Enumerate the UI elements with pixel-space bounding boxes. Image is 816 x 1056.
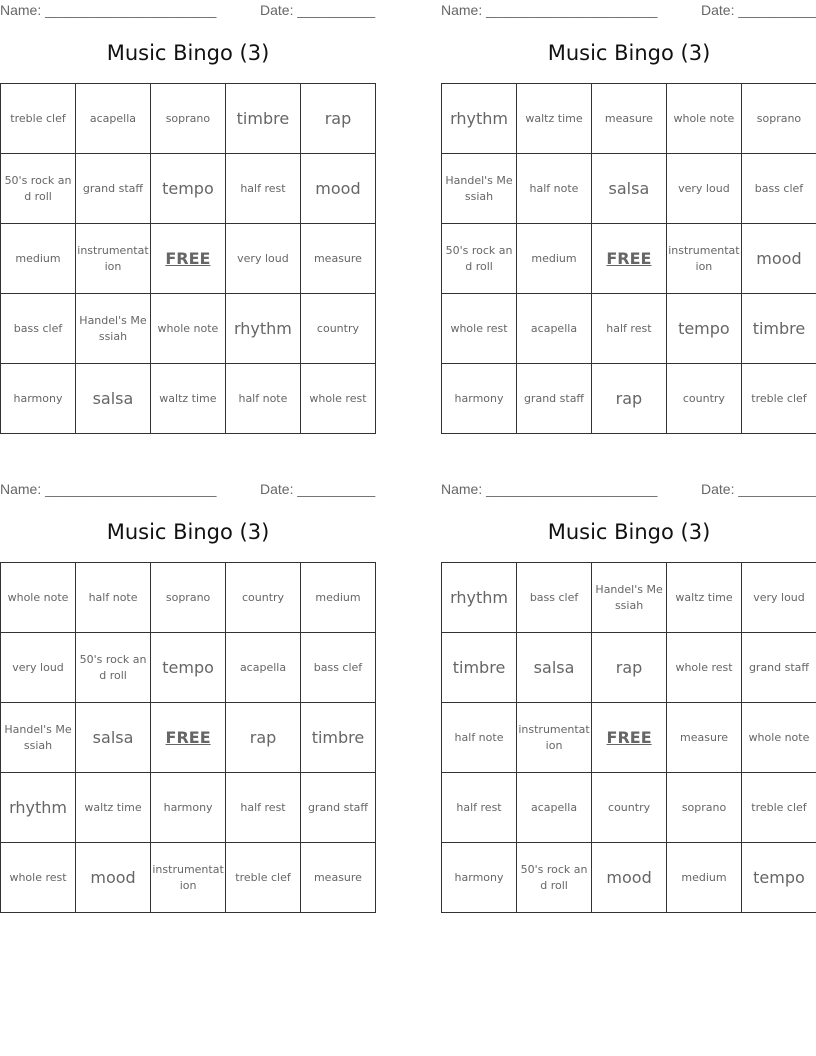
bingo-cell: waltz time (517, 84, 592, 154)
bingo-cell: Handel's Messiah (442, 154, 517, 224)
bingo-row (442, 703, 816, 773)
card-title: Music Bingo (3) (106, 41, 270, 65)
bingo-cell: harmony (151, 773, 226, 843)
bingo-cell: medium (667, 843, 742, 913)
card-header (441, 0, 816, 22)
bingo-cell: country (666, 364, 741, 434)
bingo-cell: rap (226, 703, 301, 773)
free-space: FREE (151, 703, 226, 773)
bingo-cell: tempo (151, 633, 226, 703)
bingo-cell: 50's rock and roll (1, 154, 76, 224)
bingo-cell: acapella (226, 633, 301, 703)
card-header (441, 479, 816, 501)
bingo-cell: bass clef (741, 154, 816, 224)
bingo-cell: treble clef (741, 773, 816, 843)
bingo-grid (0, 83, 376, 434)
bingo-cell: whole note (150, 294, 225, 364)
bingo-cell: acapella (517, 294, 592, 364)
bingo-cell: rhythm (225, 294, 300, 364)
name-field-label: Name: ______________________ (441, 2, 658, 18)
bingo-cell: harmony (442, 364, 517, 434)
bingo-row (1, 843, 376, 913)
free-space: FREE (150, 224, 225, 294)
bingo-row (442, 84, 816, 154)
bingo-cell: soprano (741, 84, 816, 154)
bingo-card-4 (441, 479, 816, 892)
bingo-cell: rhythm (442, 84, 517, 154)
bingo-cell: rap (592, 633, 667, 703)
bingo-cell: very loud (666, 154, 741, 224)
bingo-cell: whole note (741, 703, 816, 773)
name-field-label: Name: ______________________ (0, 481, 217, 497)
bingo-cell: Handel's Messiah (1, 703, 76, 773)
bingo-cell: timbre (442, 633, 517, 703)
bingo-cell: grand staff (300, 773, 375, 843)
bingo-cell: instrumentation (76, 224, 151, 294)
bingo-cell: grand staff (517, 364, 592, 434)
bingo-cell: salsa (591, 154, 666, 224)
bingo-row (442, 154, 816, 224)
name-field-label: Name: ______________________ (441, 481, 658, 497)
bingo-cell: soprano (150, 84, 225, 154)
bingo-cell: half note (225, 364, 300, 434)
bingo-cell: half rest (442, 773, 517, 843)
bingo-cell: country (226, 563, 301, 633)
free-space: FREE (591, 224, 666, 294)
bingo-cell: rap (591, 364, 666, 434)
bingo-cell: rhythm (442, 563, 517, 633)
bingo-cell: waltz time (76, 773, 151, 843)
bingo-cell: measure (591, 84, 666, 154)
bingo-cell: medium (300, 563, 375, 633)
bingo-cell: timbre (741, 294, 816, 364)
card-title: Music Bingo (3) (106, 520, 270, 544)
bingo-row (442, 843, 816, 913)
bingo-cell: waltz time (150, 364, 225, 434)
bingo-cell: timbre (300, 703, 375, 773)
bingo-cell: 50's rock and roll (517, 843, 592, 913)
card-title: Music Bingo (3) (547, 41, 711, 65)
bingo-cell: bass clef (300, 633, 375, 703)
bingo-cell: 50's rock and roll (442, 224, 517, 294)
bingo-row (442, 563, 816, 633)
bingo-cell: waltz time (667, 563, 742, 633)
bingo-cell: half rest (225, 154, 300, 224)
bingo-cell: soprano (151, 563, 226, 633)
bingo-cell: rap (300, 84, 375, 154)
bingo-cell: rhythm (1, 773, 76, 843)
bingo-cell: instrumentation (517, 703, 592, 773)
bingo-cell: harmony (1, 364, 76, 434)
bingo-row (1, 703, 376, 773)
bingo-cell: tempo (150, 154, 225, 224)
bingo-cell: whole note (1, 563, 76, 633)
bingo-row (1, 563, 376, 633)
bingo-cell: country (592, 773, 667, 843)
bingo-cell: Handel's Messiah (592, 563, 667, 633)
bingo-grid (441, 562, 816, 913)
card-title: Music Bingo (3) (547, 520, 711, 544)
bingo-cell: half note (76, 563, 151, 633)
card-header (0, 0, 376, 22)
bingo-cell: whole rest (1, 843, 76, 913)
date-field-label: Date: __________ (701, 2, 816, 18)
bingo-cell: very loud (225, 224, 300, 294)
bingo-cell: salsa (76, 364, 151, 434)
bingo-cell: acapella (76, 84, 151, 154)
bingo-row (1, 633, 376, 703)
bingo-cell: tempo (666, 294, 741, 364)
bingo-cell: country (300, 294, 375, 364)
bingo-cell: mood (741, 224, 816, 294)
bingo-cell: half rest (591, 294, 666, 364)
bingo-row (442, 773, 816, 843)
date-field-label: Date: __________ (701, 481, 816, 497)
bingo-cell: whole rest (442, 294, 517, 364)
bingo-cell: mood (76, 843, 151, 913)
bingo-cell: salsa (517, 633, 592, 703)
bingo-row (1, 364, 376, 434)
bingo-cell: very loud (741, 563, 816, 633)
bingo-row (442, 294, 816, 364)
bingo-cell: half rest (226, 773, 301, 843)
bingo-cell: measure (667, 703, 742, 773)
bingo-row (442, 633, 816, 703)
bingo-cell: mood (592, 843, 667, 913)
bingo-cell: medium (517, 224, 592, 294)
card-header (0, 479, 376, 501)
bingo-cell: medium (1, 224, 76, 294)
bingo-cell: very loud (1, 633, 76, 703)
bingo-cell: measure (300, 843, 375, 913)
bingo-row (1, 84, 376, 154)
bingo-cell: treble clef (741, 364, 816, 434)
bingo-row (442, 224, 816, 294)
bingo-row (1, 773, 376, 843)
date-field-label: Date: __________ (260, 481, 376, 497)
bingo-grid (441, 83, 816, 434)
bingo-grid (0, 562, 376, 913)
bingo-cell: whole note (666, 84, 741, 154)
bingo-cell: salsa (76, 703, 151, 773)
bingo-cell: half note (517, 154, 592, 224)
bingo-cell: grand staff (741, 633, 816, 703)
bingo-row (1, 224, 376, 294)
bingo-cell: tempo (741, 843, 816, 913)
bingo-cell: grand staff (76, 154, 151, 224)
bingo-cell: treble clef (1, 84, 76, 154)
bingo-cell: bass clef (1, 294, 76, 364)
bingo-cell: measure (300, 224, 375, 294)
bingo-cell: acapella (517, 773, 592, 843)
bingo-cell: 50's rock and roll (76, 633, 151, 703)
bingo-card-1 (0, 0, 376, 408)
bingo-row (442, 364, 816, 434)
bingo-cell: instrumentation (666, 224, 741, 294)
date-field-label: Date: __________ (260, 2, 376, 18)
bingo-card-3 (0, 479, 376, 892)
bingo-row (1, 154, 376, 224)
bingo-cell: instrumentation (151, 843, 226, 913)
bingo-card-2 (441, 0, 816, 408)
bingo-cell: treble clef (226, 843, 301, 913)
name-field-label: Name: ______________________ (0, 2, 217, 18)
bingo-cell: harmony (442, 843, 517, 913)
free-space: FREE (592, 703, 667, 773)
bingo-cell: Handel's Messiah (76, 294, 151, 364)
bingo-cell: soprano (667, 773, 742, 843)
bingo-cell: mood (300, 154, 375, 224)
bingo-cell: bass clef (517, 563, 592, 633)
bingo-cell: whole rest (667, 633, 742, 703)
bingo-cell: timbre (225, 84, 300, 154)
bingo-cell: whole rest (300, 364, 375, 434)
bingo-cell: half note (442, 703, 517, 773)
bingo-row (1, 294, 376, 364)
